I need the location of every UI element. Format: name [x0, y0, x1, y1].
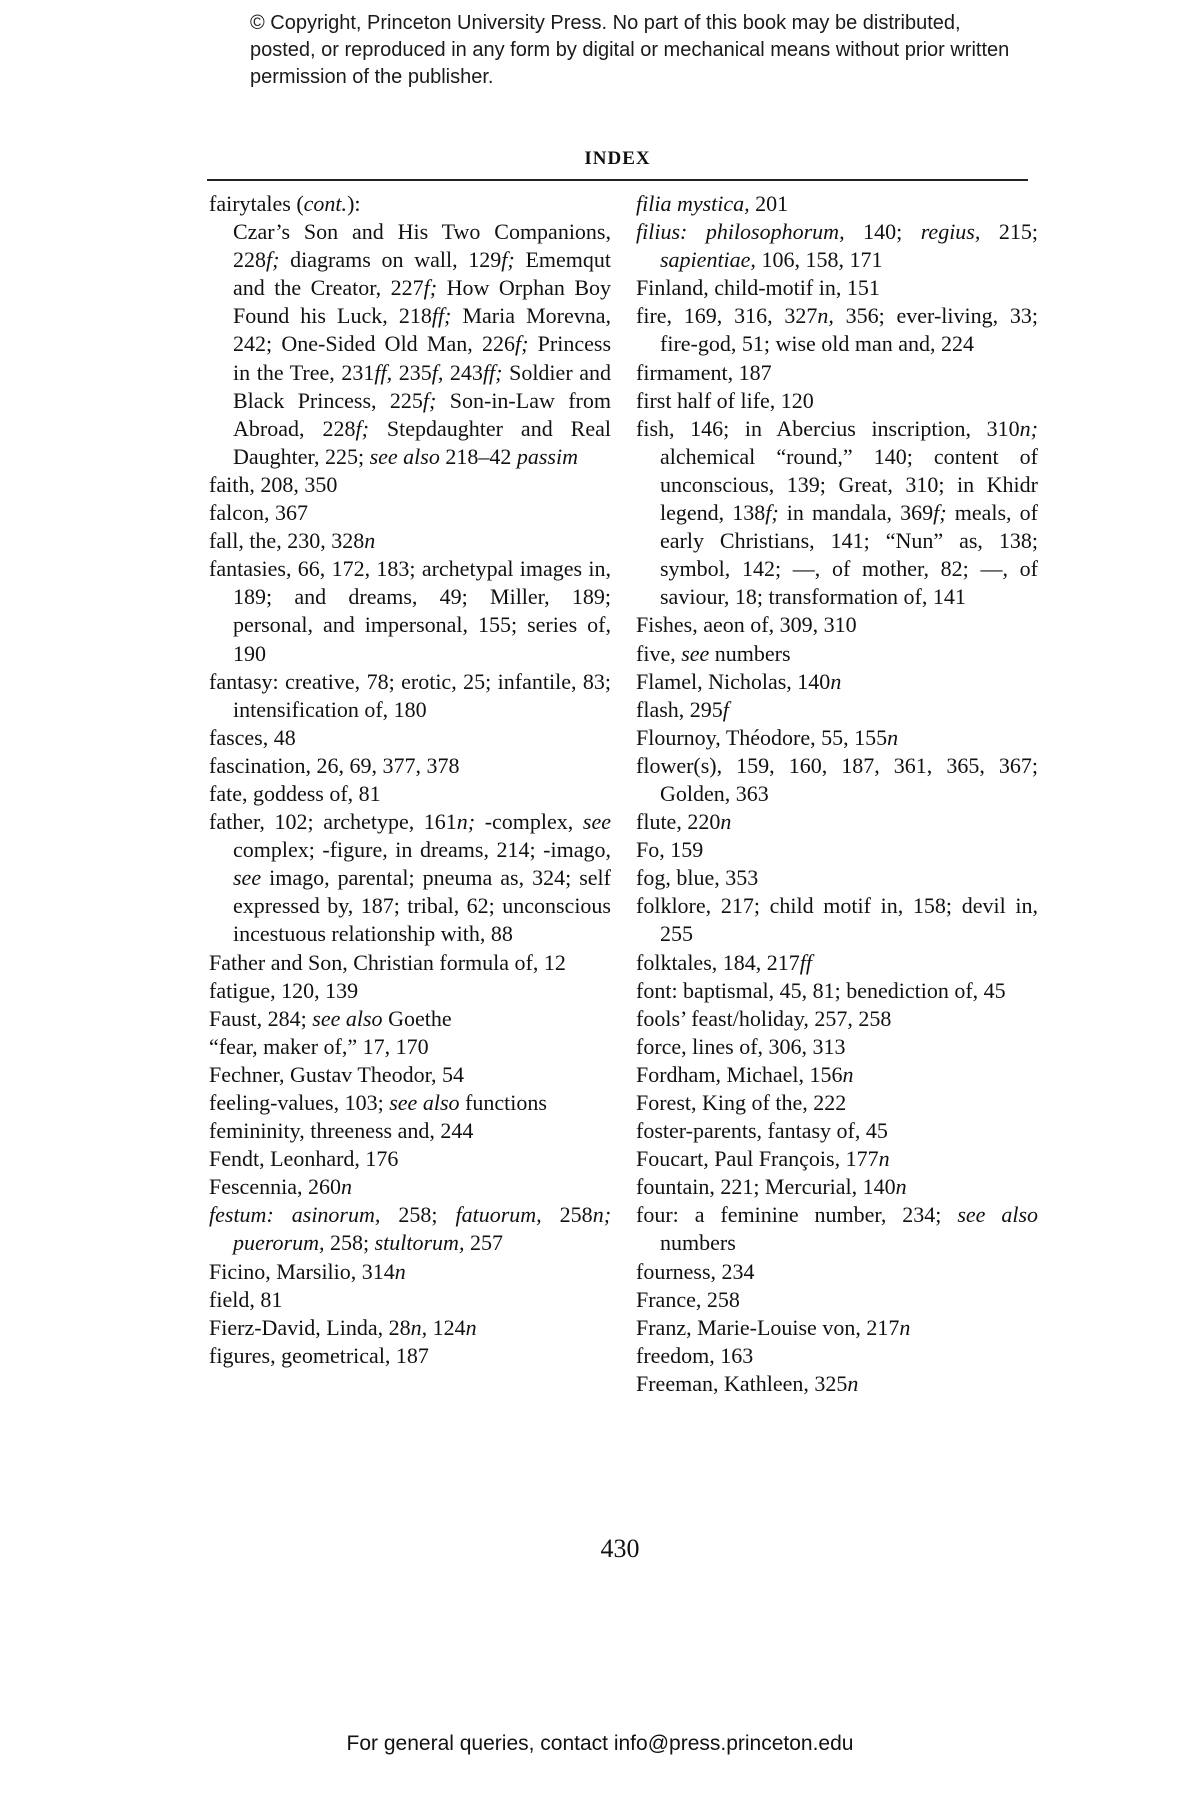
index-entry: four: a feminine number, 234; see also numbers [636, 1202, 1039, 1256]
index-entry: fasces, 48 [209, 724, 296, 750]
index-entry: Fierz-David, Linda, 28n, 124n [209, 1314, 477, 1340]
index-entry: Fescennia, 260n [209, 1174, 352, 1200]
index-entry: Flamel, Nicholas, 140n [636, 668, 842, 694]
index-entry: faith, 208, 350 [209, 471, 338, 497]
index-entry: Flournoy, Théodore, 55, 155n [636, 724, 899, 750]
index-entry: Fendt, Leonhard, 176 [209, 1146, 399, 1172]
index-entry: freedom, 163 [636, 1342, 754, 1368]
index-entry: five, see numbers [636, 640, 791, 666]
index-entry: Fordham, Michael, 156n [636, 1061, 854, 1087]
index-entry: falcon, 367 [209, 500, 308, 526]
index-entry: field, 81 [209, 1286, 283, 1312]
index-entry: Fishes, aeon of, 309, 310 [636, 612, 857, 638]
index-entry: festum: asinorum, 258; fatuorum, 258n; puerorum, 258; stultorum, 257 [209, 1202, 612, 1256]
index-entry: Freeman, Kathleen, 325n [636, 1370, 859, 1396]
index-entry: folklore, 217; child motif in, 158; devil in, 255 [636, 893, 1038, 947]
index-entry: fog, blue, 353 [636, 865, 759, 891]
index-entry: filius: philosophorum, 140; regius, 215; sapientiae, 106, 158, 171 [636, 219, 1038, 273]
index-entry: femininity, threeness and, 244 [209, 1118, 474, 1144]
index-entry: Franz, Marie-Louise von, 217n [636, 1314, 911, 1340]
index-entry: fools’ feast/holiday, 257, 258 [636, 1005, 892, 1031]
index-entry: fantasies, 66, 172, 183; archetypal images in, 189; and dreams, 49; Miller, 189; personal, and impersonal, 155; series of, 190 [209, 556, 611, 666]
index-entry: fairytales (cont.): [209, 191, 361, 216]
index-entry: fall, the, 230, 328n [209, 528, 376, 554]
index-entry: Father and Son, Christian formula of, 12 [209, 949, 566, 975]
index-entry: filia mystica, 201 [636, 191, 789, 216]
index-entry: Fo, 159 [636, 837, 704, 863]
index-entry: France, 258 [636, 1286, 740, 1312]
index-entry: Forest, King of the, 222 [636, 1090, 847, 1115]
index-entry: Faust, 284; see also Goethe [209, 1005, 452, 1031]
index-entry: Fechner, Gustav Theodor, 54 [209, 1061, 465, 1087]
page-number: 430 [600, 1534, 640, 1563]
index-entry: font: baptismal, 45, 81; benediction of, 45 [636, 977, 1006, 1003]
index-entry: fourness, 234 [636, 1258, 755, 1284]
index-entry: figures, geometrical, 187 [209, 1342, 429, 1368]
index-entry: Ficino, Marsilio, 314n [209, 1258, 406, 1284]
index-entry: fish, 146; in Abercius inscription, 310n; alchemical “round,” 140; content of unconscious, 139; Great, 310; in Khidr legend, 138f; in mandala, 369f; meals, of early Christians, 141; “Nun” as, 138; symbol, 142; —, of mother, 82; —, of saviour, 18; transformation of, 141 [636, 415, 1038, 610]
index-entry: Finland, child-motif in, 151 [636, 275, 880, 301]
index-entry: flower(s), 159, 160, 187, 361, 365, 367; Golden, 363 [636, 752, 1038, 806]
index-entry: force, lines of, 306, 313 [636, 1033, 846, 1059]
header-rule [207, 179, 1028, 181]
index-entry: foster-parents, fantasy of, 45 [636, 1118, 888, 1144]
index-entry: fascination, 26, 69, 377, 378 [209, 752, 460, 778]
index-entry: Czar’s Son and His Two Companions, 228f; diagrams on wall, 129f; Ememqut and the Creator, 227f; How Orphan Boy Found his Luck, 218ff; Maria Morevna, 242; One-Sided Old Man, 226f; Princess in the Tree, 231ff, 235f, 243ff; Soldier and Black Princess, 225f; Son-in-Law from Abroad, 228f; Stepdaughter and Real Daughter, 225; see also 218–42 passim [233, 219, 612, 469]
index-entry: first half of life, 120 [636, 387, 814, 413]
index-entry: fountain, 221; Mercurial, 140n [636, 1174, 907, 1200]
index-entry: fantasy: creative, 78; erotic, 25; infantile, 83; intensification of, 180 [209, 668, 611, 722]
index-entry: Foucart, Paul François, 177n [636, 1146, 890, 1172]
page-header-title: INDEX [584, 148, 651, 169]
index-entry: flute, 220n [636, 809, 732, 835]
index-entry: feeling-values, 103; see also functions [209, 1090, 547, 1115]
footer-contact: For general queries, contact info@press.princeton.edu [346, 1732, 854, 1755]
copyright-notice: © Copyright, Princeton University Press. No part of this book may be distributed, posted, or reproduced in any form by digital or mechanical means without prior written permission of the publisher. [250, 12, 1010, 88]
index-column-left [209, 190, 611, 1370]
index-entry: folktales, 184, 217ff [636, 949, 812, 975]
index-entry: firmament, 187 [636, 359, 772, 385]
index-column-right [636, 190, 1038, 1398]
index-entry: fatigue, 120, 139 [209, 977, 359, 1003]
index-entry: flash, 295f [636, 696, 729, 722]
index-entry: fate, goddess of, 81 [209, 780, 381, 806]
index-entry: father, 102; archetype, 161n; -complex, see complex; -figure, in dreams, 214; -imago, see imago, parental; pneuma as, 324; self expressed by, 187; tribal, 62; unconscious incestuous relationship with, 88 [209, 809, 611, 947]
index-entry: fire, 169, 316, 327n, 356; ever-living, 33; fire-god, 51; wise old man and, 224 [636, 303, 1038, 357]
index-entry: “fear, maker of,” 17, 170 [209, 1033, 429, 1059]
